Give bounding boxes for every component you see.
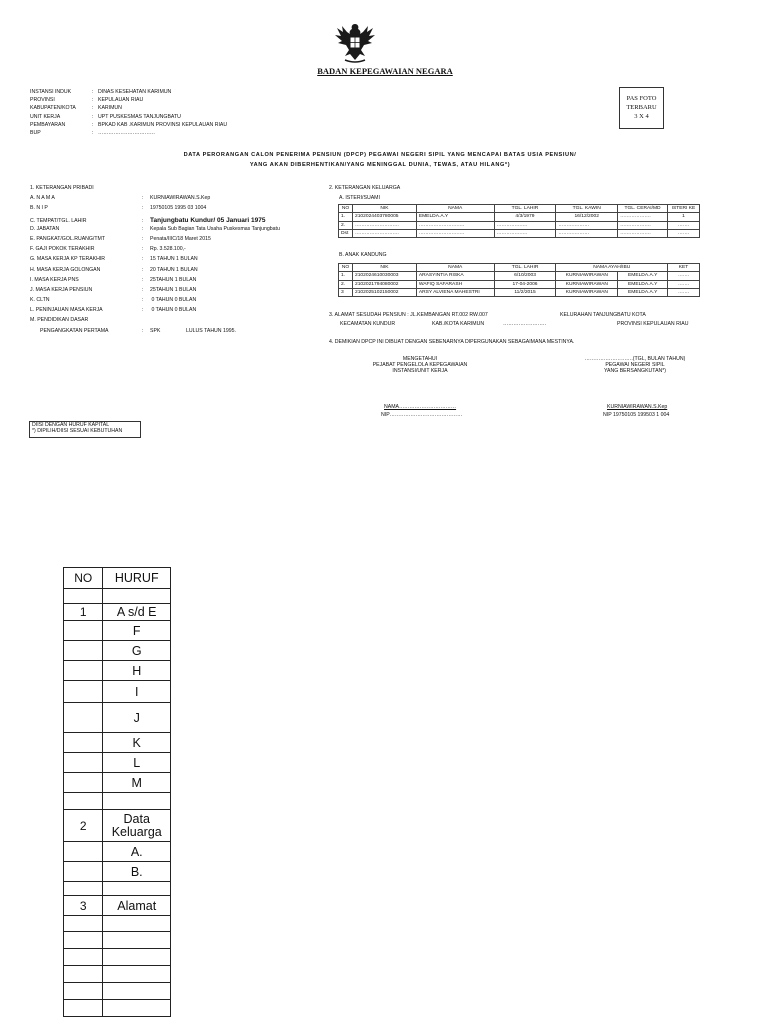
index-no: 3 <box>64 896 103 916</box>
index-row <box>64 983 171 1000</box>
table-cell: ………………. <box>494 229 556 237</box>
table-cell: EMELDA.A.Y <box>618 272 668 280</box>
index-no <box>64 589 103 604</box>
index-no <box>64 983 103 1000</box>
table-row <box>339 288 700 296</box>
pribadi-value: Rp. 3.528.100,- <box>150 246 186 253</box>
index-no <box>64 932 103 949</box>
table-cell: ………………………. <box>416 221 494 229</box>
table-cell: ……. <box>668 280 700 288</box>
pribadi-label: B. N I P <box>30 205 48 212</box>
index-row <box>64 661 171 681</box>
column-header: TGL. KAWIN <box>556 205 618 213</box>
pribadi-heading: 1. KETERANGAN PRIBADI <box>30 185 94 191</box>
instansi-value: KEPULAUAN RIAU <box>98 97 144 104</box>
signature-right-nip: NIP 19750105 199503 1 004 <box>603 412 670 418</box>
column-header: NIK <box>352 264 416 272</box>
table-row <box>339 280 700 288</box>
table-cell: EMELDA.A.Y <box>618 288 668 296</box>
table-cell: ……. <box>668 272 700 280</box>
index-header-no: NO <box>64 568 103 589</box>
instansi-value: BPKAD KAB .KARIMUN PROVINSI KEPULAUAN RIAU <box>98 121 228 128</box>
alamat-dots: ……………………. <box>503 321 546 327</box>
table-cell: ………………. <box>556 229 618 237</box>
pribadi-label: L. PENINJAUAN MASA KERJA <box>30 307 103 314</box>
column-header: NIK <box>352 205 416 213</box>
table-cell: 1 <box>667 213 699 221</box>
table-cell: 17-04-2006 <box>494 280 556 288</box>
signature-right-nama-text: KURNIAWIRAWAN.S.Kep <box>607 404 668 410</box>
pribadi-value: Penata/IIIC/18 Maret 2015 <box>150 235 211 242</box>
signature-right-line-3: YANG BERSANGKUTAN*) <box>603 367 667 374</box>
table-cell: ………………………. <box>416 229 494 237</box>
index-no <box>64 842 103 862</box>
index-huruf: J <box>103 703 171 733</box>
pribadi-value: KURNIAWIRAWAN.S.Kep <box>150 195 211 202</box>
index-no <box>64 793 103 810</box>
pendidikan-label: PENGANGKATAN PERTAMA <box>40 327 109 334</box>
instansi-label: KABUPATEN/KOTA <box>30 105 76 112</box>
pendidikan-value: SPK <box>150 327 161 334</box>
table-cell: EMELDA.A.Y <box>416 213 494 221</box>
pribadi-value: 0 TAHUN 0 BULAN <box>150 307 197 314</box>
instansi-label: PEMBAYARAN <box>30 121 66 128</box>
pribadi-label: G. MASA KERJA KP TERAKHIR <box>30 256 106 263</box>
instansi-label: BUP <box>30 129 41 136</box>
signature-left-line-3: INSTANSI/UNIT KERJA <box>392 367 448 374</box>
pribadi-value: Kepala Sub Bagian Tata Usaha Puskesmas Tanjungbatu <box>150 225 280 232</box>
index-row <box>64 641 171 661</box>
index-huruf <box>103 1000 171 1017</box>
index-row <box>64 932 171 949</box>
column-header: NO <box>339 264 353 272</box>
pribadi-value: 20 TAHUN 1 BULAN <box>150 266 198 273</box>
index-huruf <box>103 983 171 1000</box>
index-row <box>64 882 171 896</box>
column-header: TGL. LAHIR <box>494 205 556 213</box>
notes-box <box>29 421 141 438</box>
photo-label-3: 3 X 4 <box>634 113 649 120</box>
table-cell: ………………. <box>618 213 668 221</box>
index-huruf <box>103 932 171 949</box>
istri-heading: A. ISTERI/SUAMI <box>339 195 380 201</box>
index-no <box>64 641 103 661</box>
pribadi-label: D. JABATAN <box>30 225 60 232</box>
pribadi-label: K. CLTN <box>30 297 50 304</box>
index-header-huruf: HURUF <box>103 568 171 589</box>
index-no <box>64 862 103 882</box>
instansi-block: INSTANSI INDUK : DINAS KESEHATAN KARIMUN PROVINSI : KEPULAUAN RIAU KABUPATEN/KOTA : KARIMUN UNIT KERJA : UPT PUSKESMAS TANJUNGBATU PEMBAYARAN : BPKAD KAB .KARIMUN PROVINSI KEPULAUAN RIAU BUP : …………………………… <box>30 89 228 136</box>
pribadi-value: Tanjungbatu Kundur/ 05 Januari 1975 <box>150 216 266 224</box>
note-line-2: *) DIPILIH/DIISI SESUAI KEBUTUHAN <box>32 427 123 434</box>
table-row <box>339 213 700 221</box>
index-huruf <box>103 793 171 810</box>
istri-table <box>338 204 700 238</box>
header-title: BADAN KEPEGAWAIAN NEGARA <box>317 66 453 76</box>
table-cell: 6/10/2003 <box>494 272 556 280</box>
table-cell: ………………. <box>618 221 668 229</box>
table-cell: 1. <box>339 213 353 221</box>
table-cell: ………………. <box>556 221 618 229</box>
instansi-label: UNIT KERJA <box>30 113 61 120</box>
photo-label-1: PAS FOTO <box>626 95 657 102</box>
table-cell: ……………………… <box>352 221 416 229</box>
signature-right-nama <box>607 405 667 411</box>
signature-left-line-1: MENGETAHUI <box>402 356 438 362</box>
note-line-1: DIISI DENGAN HURUF KAPITAL <box>32 422 110 428</box>
column-header: NO <box>339 205 353 213</box>
pendidikan-lulus: LULUS TAHUN 1995. <box>186 327 236 334</box>
table-cell: EMELDA.A.Y <box>618 280 668 288</box>
index-row <box>64 753 171 773</box>
keterangan-pribadi: 1. KETERANGAN PRIBADI A. N A M A : KURNIAWIRAWAN.S.Kep B. N I P : 19750105 1995 03 1004 C. TEMPAT/TGL. LAHIR : Tanjungbatu Kundur/ 05 Januari 1975 D. JABATAN : Kepala Sub Bagian Tata Usaha Puskesmas Tanjungbatu E. PANGKAT/GOL.RUANG/TMT : Penata/IIIC/18 Maret 2015 F. GAJI POKOK TERAKHIR : Rp. 3.528.100,- G. MASA KERJA KP TERAKHIR : 15 TAHUN 1 BULAN H. MASA KERJA GOLONGAN : 20 TAHUN 1 BULAN I. MASA KERJA PNS : 25TAHUN 1 BULAN J. MASA KERJA PENSIUN : 25TAHUN 1 BULAN K. CLTN : 0 TAHUN 0 BULAN L. PENINJAUAN MASA KERJA : 0 TAHUN 0 BULAN M. PENDIDIKAN DASAR PENGANGKATAN PERTAMA : SPK LULUS TAHUN 1995. <box>30 185 280 334</box>
table-cell: ……. <box>667 221 699 229</box>
table-cell: 2102021794080002 <box>352 280 416 288</box>
table-cell: 3 <box>339 288 353 296</box>
index-row <box>64 916 171 932</box>
anak-heading: B. ANAK KANDUNG <box>339 252 387 258</box>
index-row <box>64 1000 171 1017</box>
index-row <box>64 681 171 703</box>
signature-left-nip: NIP…………………………………… <box>381 412 463 418</box>
table-cell: WAFIQ SAFARASH <box>416 280 494 288</box>
signature-right-line-2: PEGAWAI NEGERI SIPIL <box>605 361 665 368</box>
index-no: 2 <box>64 810 103 842</box>
index-row <box>64 621 171 641</box>
document-title-line-2: YANG AKAN DIBERHENTIKAN/YANG MENINGGAL DUNIA, TEWAS, ATAU HILANG*) <box>249 162 511 168</box>
table-cell: KURNIAWIRAWAN <box>556 280 618 288</box>
pribadi-value: 0 TAHUN 0 BULAN <box>150 297 197 304</box>
index-huruf: L <box>103 753 171 773</box>
pribadi-label: M. PENDIDIKAN DASAR <box>30 317 89 324</box>
index-row <box>64 949 171 966</box>
table-cell: KURNIAWIRAWAN <box>556 272 618 280</box>
table-cell: 2102025102150002 <box>352 288 416 296</box>
index-huruf: H <box>103 661 171 681</box>
index-no <box>64 621 103 641</box>
alamat-kelurahan: KELURAHAN TANJUNGBATU KOTA <box>560 312 646 318</box>
instansi-value: UPT PUSKESMAS TANJUNGBATU <box>98 113 181 120</box>
keluarga-heading: 2. KETERANGAN KELUARGA <box>329 185 401 191</box>
signature-left <box>350 357 490 375</box>
index-huruf: A s/d E <box>103 604 171 621</box>
index-huruf <box>103 589 171 604</box>
table-cell: 2102024610030003 <box>352 272 416 280</box>
column-header: NAMA <box>416 264 494 272</box>
signature-right-line-1: ……………………….(TGL, BULAN TAHUN) <box>584 356 686 362</box>
index-no <box>64 681 103 703</box>
index-row <box>64 733 171 753</box>
index-no: 1 <box>64 604 103 621</box>
photo-box <box>619 87 664 129</box>
index-no <box>64 882 103 896</box>
pribadi-value: 25TAHUN 1 BULAN <box>150 286 197 293</box>
pribadi-value: 19750105 1995 03 1004 <box>150 205 207 212</box>
table-cell: 2. <box>339 221 353 229</box>
index-huruf: G <box>103 641 171 661</box>
pribadi-value: 25TAHUN 1 BULAN <box>150 276 197 283</box>
table-cell: 2102024403780005 <box>352 213 416 221</box>
table-cell: 4/3/1979 <box>494 213 556 221</box>
index-no <box>64 753 103 773</box>
document-title-line-1: DATA PERORANGAN CALON PENERIMA PENSIUN (DPCP) PEGAWAI NEGERI SIPIL YANG MENCAPAI BATAS USIA PENSIUN/ <box>183 152 577 158</box>
table-row <box>339 221 700 229</box>
table-cell: ARSY ALVIENA MAHESTRI <box>416 288 494 296</box>
alamat-provinsi: PROVINSI KEPULAUAN RIAU <box>617 321 689 327</box>
table-cell: 1. <box>339 272 353 280</box>
anak-table <box>338 263 700 297</box>
column-header: TGL. LAHIR <box>494 264 556 272</box>
index-no <box>64 733 103 753</box>
index-huruf <box>103 966 171 983</box>
index-huruf: M <box>103 773 171 793</box>
index-no <box>64 949 103 966</box>
table-cell: ……. <box>668 288 700 296</box>
index-huruf <box>103 916 171 932</box>
index-table <box>63 567 171 1017</box>
index-no <box>64 966 103 983</box>
index-no <box>64 1000 103 1017</box>
table-cell: ………………. <box>618 229 668 237</box>
table-row <box>339 229 700 237</box>
index-no <box>64 703 103 733</box>
signature-right <box>560 357 710 375</box>
index-huruf: B. <box>103 862 171 882</box>
pribadi-label: I. MASA KERJA PNS <box>30 276 79 283</box>
signature-left-nama-text: NAMA…………………………… <box>384 404 457 410</box>
index-row <box>64 773 171 793</box>
index-no <box>64 916 103 932</box>
index-row <box>64 810 171 842</box>
pribadi-label: E. PANGKAT/GOL.RUANG/TMT <box>30 235 106 242</box>
index-row <box>64 589 171 604</box>
signature-left-line-2: PEJABAT PENGELOLA KEPEGAWAIAN <box>372 361 468 368</box>
signature-left-nama <box>384 405 456 411</box>
alamat-kecamatan: KECAMATAN KUNDUR <box>340 321 396 327</box>
column-header: TGL. CERAI/MD <box>618 205 668 213</box>
index-huruf <box>103 882 171 896</box>
photo-label-2: TERBARU <box>626 104 657 111</box>
table-cell: 2. <box>339 280 353 288</box>
column-header: NAMA <box>416 205 494 213</box>
alamat-kabupaten: KAB./KOTA KARIMUN <box>432 321 485 327</box>
index-no <box>64 773 103 793</box>
table-header-row <box>339 205 700 213</box>
alamat-line-1: 3. ALAMAT SESUDAH PENSIUN : JL.KEMBANGAN RT.002 RW.007 <box>329 312 488 318</box>
table-cell: ………………. <box>494 221 556 229</box>
table-cell: 11/2/2015 <box>494 288 556 296</box>
index-row <box>64 862 171 882</box>
index-huruf: F <box>103 621 171 641</box>
table-header-row <box>339 264 700 272</box>
index-no <box>64 661 103 681</box>
document-title <box>100 150 660 170</box>
instansi-label: PROVINSI <box>30 97 55 104</box>
instansi-value: KARIMUN <box>98 105 122 112</box>
index-row <box>64 604 171 621</box>
column-header: KET <box>668 264 700 272</box>
pribadi-label: H. MASA KERJA GOLONGAN <box>30 266 101 273</box>
pribadi-label: J. MASA KERJA PENSIUN <box>30 286 93 293</box>
table-cell: ……………………… <box>352 229 416 237</box>
pribadi-label: A. N A M A <box>30 195 55 202</box>
pribadi-label: F. GAJI POKOK TERAKHIR <box>30 246 95 253</box>
index-huruf <box>103 949 171 966</box>
pribadi-value: 15 TAHUN 1 BULAN <box>150 256 198 263</box>
demikian-statement: 4. DEMIKIAN DPCP INI DIBUAT DENGAN SEBENARNYA DIPERGUNAKAN SEBAGAIMANA MESTINYA. <box>329 339 575 345</box>
index-row <box>64 793 171 810</box>
index-row <box>64 842 171 862</box>
table-cell: Dst <box>339 229 353 237</box>
instansi-value: …………………………… <box>98 129 156 136</box>
table-cell: ……. <box>667 229 699 237</box>
index-huruf: Data Keluarga <box>103 810 171 842</box>
table-cell: KURNIAWIRAWAN <box>556 288 618 296</box>
index-huruf: I <box>103 681 171 703</box>
table-cell: ARASYINTIA RISKA <box>416 272 494 280</box>
pribadi-label: C. TEMPAT/TGL. LAHIR <box>30 217 87 224</box>
column-header: ISTERI KE <box>667 205 699 213</box>
index-header-row <box>64 568 171 589</box>
index-huruf: K <box>103 733 171 753</box>
garuda-emblem-icon <box>333 18 377 66</box>
index-row <box>64 703 171 733</box>
index-row <box>64 896 171 916</box>
table-row <box>339 272 700 280</box>
index-huruf: A. <box>103 842 171 862</box>
index-row <box>64 966 171 983</box>
column-header: NAMA AYAH/IBU <box>556 264 668 272</box>
instansi-value: DINAS KESEHATAN KARIMUN <box>98 89 172 95</box>
instansi-label: INSTANSI INDUK <box>30 89 72 95</box>
table-cell: 16/12/2002 <box>556 213 618 221</box>
index-huruf: Alamat <box>103 896 171 916</box>
